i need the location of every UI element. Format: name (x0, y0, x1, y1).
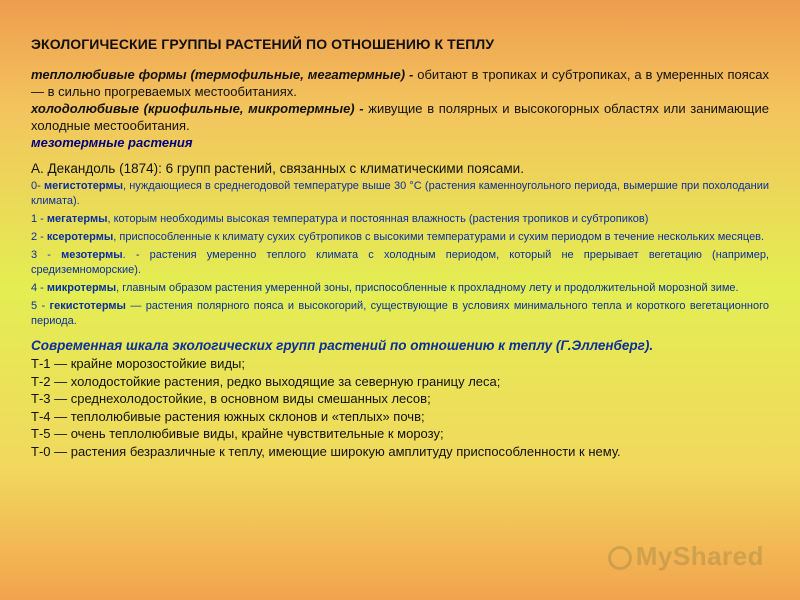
slide-content (31, 36, 769, 460)
scale-item: Т-5 — очень теплолюбивые виды, крайне чувствительные к морозу; (31, 426, 444, 441)
decandolle-groups (31, 179, 769, 329)
group-name: микротермы (46, 282, 117, 294)
group-item: 4 - микротермы, главным образом растения умеренной зоны, приспособленные к прохладному лету и продолжительной морозной зиме. (31, 282, 739, 294)
cryophilic-text: живущие в полярных и высокогорных областях или занимающие холодные местообитания. (31, 101, 769, 133)
cryophilic-paragraph (31, 100, 769, 134)
slide-title: ЭКОЛОГИЧЕСКИЕ ГРУППЫ РАСТЕНИЙ ПО ОТНОШЕНИЮ К ТЕПЛУ (31, 36, 495, 52)
group-name: мегатермы (46, 213, 108, 225)
thermophilic-text: обитают в тропиках и субтропиках, а в умеренных поясах — в сильно прогреваемых местообитаниях. (31, 67, 770, 99)
thermophilic-paragraph (31, 66, 769, 100)
modern-scale-heading: Современная шкала экологических групп растений по отношению к теплу (Г.Элленберг). (31, 338, 654, 353)
group-name: мезотермы (61, 249, 123, 261)
scale-item: Т-4 — теплолюбивые растения южных склонов и «теплых» почв; (31, 408, 425, 424)
group-name: ксеротермы (46, 231, 114, 243)
watermark-icon (608, 546, 632, 570)
group-item: 3 - мезотермы. - растения умеренно теплого климата с холодным периодом, который не прерывает вегетацию (например, средиземноморские). (31, 249, 769, 276)
scale-item: Т-1 — крайне морозостойкие виды; (31, 356, 245, 371)
scale-item: Т-3 — среднехолодостойкие, в основном виды смешанных лесов; (31, 391, 431, 406)
cryophilic-term: холодолюбивые (криофильные, микротермные) - (31, 101, 364, 116)
ellenberg-scale-list (31, 355, 769, 460)
group-item: 2 - ксеротермы, приспособленные к климату сухих субтропиков с высокими температурами и сухим периодом в течение нескольких месяцев. (31, 231, 765, 243)
group-item: 5 - гекистотермы — растения полярного пояса и высокогорий, существующие в условиях минимального тепла и короткого вегетационного периода. (31, 300, 769, 327)
decandolle-heading: А. Декандоль (1874): 6 групп растений, связанных с климатическими поясами. (31, 161, 524, 176)
thermophilic-term: теплолюбивые формы (термофильные, мегатермные) - (31, 67, 414, 82)
scale-item: Т-0 — растения безразличные к теплу, имеющие широкую амплитуду приспособленности к нему. (31, 443, 621, 459)
group-name: гекистотермы (49, 300, 126, 312)
group-name: мегистотермы (43, 180, 123, 192)
scale-item: Т-2 — холодостойкие растения, редко выходящие за северную границу леса; (31, 373, 501, 389)
mesothermic-heading: мезотермные растения (31, 135, 193, 150)
watermark-logo: MyShared (608, 541, 764, 572)
group-item: 1 - мегатермы, которым необходимы высокая температура и постоянная влажность (растения тропиков и субтропиков) (31, 213, 649, 225)
group-item: 0- мегистотермы, нуждающиеся в среднегодовой температуре выше 30 °С (растения каменноугольного периода, вымершие при похолодании климата). (31, 180, 769, 207)
